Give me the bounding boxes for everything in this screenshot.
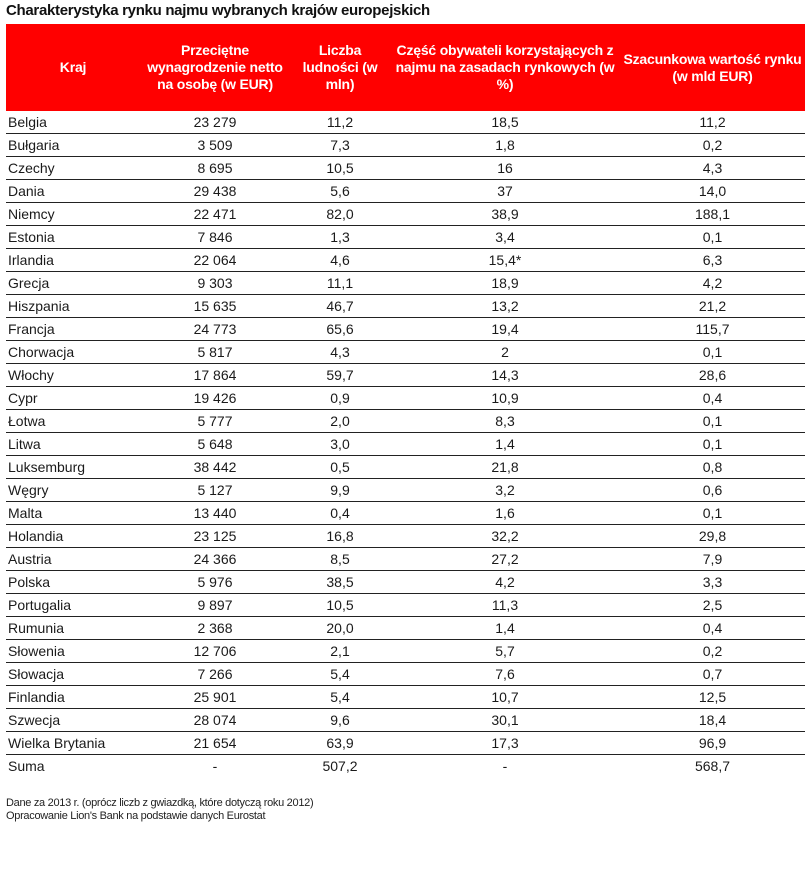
cell-country: Luksemburg bbox=[6, 456, 140, 479]
cell-market-value: 14,0 bbox=[620, 180, 805, 203]
cell-country: Austria bbox=[6, 548, 140, 571]
cell-population: 10,5 bbox=[290, 157, 390, 180]
cell-population: 0,4 bbox=[290, 502, 390, 525]
cell-salary: 7 846 bbox=[140, 226, 290, 249]
cell-market-value: 21,2 bbox=[620, 295, 805, 318]
cell-rental-share: 18,9 bbox=[390, 272, 620, 295]
cell-population: 59,7 bbox=[290, 364, 390, 387]
cell-population: 1,3 bbox=[290, 226, 390, 249]
cell-salary: 2 368 bbox=[140, 617, 290, 640]
cell-rental-share: 10,9 bbox=[390, 387, 620, 410]
cell-market-value: 0,4 bbox=[620, 617, 805, 640]
cell-rental-share: 1,8 bbox=[390, 134, 620, 157]
cell-country: Suma bbox=[8, 758, 45, 774]
cell-market-value: 96,9 bbox=[620, 732, 805, 755]
cell-market-value: 4,3 bbox=[620, 157, 805, 180]
cell-rental-share: 5,7 bbox=[390, 640, 620, 663]
cell-rental-share: 27,2 bbox=[390, 548, 620, 571]
cell-market-value: 0,1 bbox=[620, 502, 805, 525]
cell-market-value: 2,5 bbox=[620, 594, 805, 617]
cell-salary: 5 817 bbox=[140, 341, 290, 364]
cell-market-value: 0,2 bbox=[620, 134, 805, 157]
cell-rental-share: 8,3 bbox=[390, 410, 620, 433]
cell-country: Polska bbox=[6, 571, 140, 594]
table-row bbox=[6, 111, 805, 134]
cell-rental-share: 15,4* bbox=[390, 249, 620, 272]
cell-country: Włochy bbox=[6, 364, 140, 387]
cell-country: Szwecja bbox=[6, 709, 140, 732]
cell-population: 8,5 bbox=[290, 548, 390, 571]
table-body bbox=[6, 111, 805, 777]
cell-country: Dania bbox=[6, 180, 140, 203]
cell-rental-share: 14,3 bbox=[390, 364, 620, 387]
table-row bbox=[6, 364, 805, 387]
rental-market-table bbox=[6, 24, 805, 777]
table-row bbox=[6, 134, 805, 157]
cell-rental-share: 3,4 bbox=[390, 226, 620, 249]
table-row bbox=[6, 617, 805, 640]
cell-salary: 9 303 bbox=[140, 272, 290, 295]
table-row bbox=[6, 318, 805, 341]
cell-rental-share: 1,4 bbox=[390, 617, 620, 640]
cell-salary: 3 509 bbox=[140, 134, 290, 157]
cell-population: 4,3 bbox=[290, 341, 390, 364]
table-row bbox=[6, 594, 805, 617]
table-row bbox=[6, 686, 805, 709]
cell-market-value: 0,6 bbox=[620, 479, 805, 502]
table-row bbox=[6, 249, 805, 272]
cell-population: 11,1 bbox=[290, 272, 390, 295]
table-row bbox=[6, 387, 805, 410]
cell-population: 7,3 bbox=[290, 134, 390, 157]
cell-salary: 19 426 bbox=[140, 387, 290, 410]
cell-market-value: 0,1 bbox=[620, 226, 805, 249]
table-row bbox=[6, 180, 805, 203]
cell-salary: 5 777 bbox=[140, 410, 290, 433]
cell-population: 3,0 bbox=[290, 433, 390, 456]
table-row bbox=[6, 341, 805, 364]
cell-salary: 21 654 bbox=[140, 732, 290, 755]
header-salary: Przeciętne wynagrodzenie netto na osobę (w EUR) bbox=[140, 24, 290, 111]
table-row bbox=[6, 226, 805, 249]
cell-salary: 22 471 bbox=[140, 203, 290, 226]
table-row bbox=[6, 272, 805, 295]
cell-rental-share: 1,4 bbox=[390, 433, 620, 456]
cell-salary: 13 440 bbox=[140, 502, 290, 525]
cell-country: Hiszpania bbox=[6, 295, 140, 318]
cell-population: 82,0 bbox=[290, 203, 390, 226]
cell-population: 46,7 bbox=[290, 295, 390, 318]
cell-rental-share: 32,2 bbox=[390, 525, 620, 548]
table-row bbox=[6, 732, 805, 755]
cell-rental-share: 30,1 bbox=[390, 709, 620, 732]
cell-country: Rumunia bbox=[6, 617, 140, 640]
cell-salary: 24 366 bbox=[140, 548, 290, 571]
sum-row bbox=[6, 755, 805, 778]
cell-salary: 38 442 bbox=[140, 456, 290, 479]
cell-salary: 28 074 bbox=[140, 709, 290, 732]
cell-country: Estonia bbox=[6, 226, 140, 249]
cell-rental-share: 13,2 bbox=[390, 295, 620, 318]
cell-salary: 15 635 bbox=[140, 295, 290, 318]
cell-salary: 9 897 bbox=[140, 594, 290, 617]
cell-population: 0,5 bbox=[290, 456, 390, 479]
cell-salary: 7 266 bbox=[140, 663, 290, 686]
cell-market-value: 29,8 bbox=[620, 525, 805, 548]
cell-rental-share: 18,5 bbox=[390, 111, 620, 134]
table-row bbox=[6, 548, 805, 571]
cell-population: 5,6 bbox=[290, 180, 390, 203]
cell-country: Belgia bbox=[6, 111, 140, 134]
table-header bbox=[6, 24, 805, 111]
cell-market-value: 3,3 bbox=[620, 571, 805, 594]
cell-population: 9,9 bbox=[290, 479, 390, 502]
cell-population: 2,1 bbox=[290, 640, 390, 663]
cell-country: Holandia bbox=[6, 525, 140, 548]
header-row bbox=[6, 24, 805, 111]
cell-salary: 29 438 bbox=[140, 180, 290, 203]
cell-salary: 8 695 bbox=[140, 157, 290, 180]
cell-country: Malta bbox=[6, 502, 140, 525]
cell-country: Francja bbox=[6, 318, 140, 341]
cell-market-value: 4,2 bbox=[620, 272, 805, 295]
table-row bbox=[6, 571, 805, 594]
cell-country: Wielka Brytania bbox=[6, 732, 140, 755]
footnote-data-year: Dane za 2013 r. (oprócz liczb z gwiazdką, które dotyczą roku 2012) bbox=[6, 797, 314, 809]
cell-market-value: 0,1 bbox=[620, 341, 805, 364]
footnotes bbox=[6, 797, 313, 823]
header-country: Kraj bbox=[6, 24, 140, 111]
cell-rental-share: 4,2 bbox=[390, 571, 620, 594]
cell-market-value: 188,1 bbox=[620, 203, 805, 226]
table-row bbox=[6, 525, 805, 548]
table-row bbox=[6, 479, 805, 502]
cell-population: 20,0 bbox=[290, 617, 390, 640]
cell-market-value: 115,7 bbox=[620, 318, 805, 341]
cell-market-value: 0,2 bbox=[620, 640, 805, 663]
cell-market-value: 0,1 bbox=[620, 433, 805, 456]
cell-rental-share: 11,3 bbox=[390, 594, 620, 617]
cell-country: Słowenia bbox=[6, 640, 140, 663]
table-row bbox=[6, 456, 805, 479]
cell-country: Niemcy bbox=[6, 203, 140, 226]
cell-population: 11,2 bbox=[290, 111, 390, 134]
cell-country: Łotwa bbox=[6, 410, 140, 433]
cell-market-value: 7,9 bbox=[620, 548, 805, 571]
cell-market-value: 18,4 bbox=[620, 709, 805, 732]
cell-salary: 24 773 bbox=[140, 318, 290, 341]
cell-salary: 25 901 bbox=[140, 686, 290, 709]
table-row bbox=[6, 433, 805, 456]
cell-salary: 12 706 bbox=[140, 640, 290, 663]
cell-population: 507,2 bbox=[322, 758, 358, 774]
cell-rental-share: 7,6 bbox=[390, 663, 620, 686]
cell-country: Chorwacja bbox=[6, 341, 140, 364]
cell-population: 65,6 bbox=[290, 318, 390, 341]
cell-market-value: 0,4 bbox=[620, 387, 805, 410]
cell-population: 10,5 bbox=[290, 594, 390, 617]
table-row bbox=[6, 295, 805, 318]
cell-rental-share: 1,6 bbox=[390, 502, 620, 525]
cell-market-value: 0,1 bbox=[620, 410, 805, 433]
cell-salary: 17 864 bbox=[140, 364, 290, 387]
table-row bbox=[6, 663, 805, 686]
cell-salary: 23 279 bbox=[140, 111, 290, 134]
table-row bbox=[6, 157, 805, 180]
header-market-value: Szacunkowa wartość rynku (w mld EUR) bbox=[620, 24, 805, 111]
cell-country: Węgry bbox=[6, 479, 140, 502]
cell-country: Litwa bbox=[6, 433, 140, 456]
cell-rental-share: 17,3 bbox=[390, 732, 620, 755]
header-rental-share: Część obywateli korzystających z najmu na zasadach rynkowych (w %) bbox=[390, 24, 620, 111]
cell-population: 63,9 bbox=[290, 732, 390, 755]
cell-country: Finlandia bbox=[6, 686, 140, 709]
cell-salary: - bbox=[212, 758, 218, 774]
table-row bbox=[6, 410, 805, 433]
cell-market-value: 12,5 bbox=[620, 686, 805, 709]
cell-rental-share: 16 bbox=[390, 157, 620, 180]
cell-population: 0,9 bbox=[290, 387, 390, 410]
cell-salary: 5 648 bbox=[140, 433, 290, 456]
cell-population: 5,4 bbox=[290, 686, 390, 709]
cell-country: Czechy bbox=[6, 157, 140, 180]
table-row bbox=[6, 640, 805, 663]
cell-population: 16,8 bbox=[290, 525, 390, 548]
cell-country: Cypr bbox=[6, 387, 140, 410]
footnote-source: Opracowanie Lion's Bank na podstawie danych Eurostat bbox=[6, 810, 266, 822]
cell-salary: 5 976 bbox=[140, 571, 290, 594]
cell-market-value: 6,3 bbox=[620, 249, 805, 272]
cell-market-value: 0,8 bbox=[620, 456, 805, 479]
cell-market-value: 568,7 bbox=[694, 758, 731, 774]
cell-rental-share: 2 bbox=[390, 341, 620, 364]
cell-rental-share: 21,8 bbox=[390, 456, 620, 479]
cell-market-value: 0,7 bbox=[620, 663, 805, 686]
cell-rental-share: 19,4 bbox=[390, 318, 620, 341]
cell-country: Portugalia bbox=[6, 594, 140, 617]
cell-population: 38,5 bbox=[290, 571, 390, 594]
cell-market-value: 11,2 bbox=[620, 111, 805, 134]
cell-country: Irlandia bbox=[6, 249, 140, 272]
header-population: Liczba ludności (w mln) bbox=[290, 24, 390, 111]
table-title: Charakterystyka rynku najmu wybranych krajów europejskich bbox=[6, 2, 430, 19]
cell-salary: 23 125 bbox=[140, 525, 290, 548]
cell-population: 5,4 bbox=[290, 663, 390, 686]
cell-rental-share: 3,2 bbox=[390, 479, 620, 502]
table-row bbox=[6, 203, 805, 226]
cell-rental-share: 38,9 bbox=[390, 203, 620, 226]
cell-rental-share: 10,7 bbox=[390, 686, 620, 709]
cell-salary: 22 064 bbox=[140, 249, 290, 272]
cell-rental-share: 37 bbox=[390, 180, 620, 203]
cell-country: Słowacja bbox=[6, 663, 140, 686]
cell-country: Grecja bbox=[6, 272, 140, 295]
table-row bbox=[6, 502, 805, 525]
cell-market-value: 28,6 bbox=[620, 364, 805, 387]
table-row bbox=[6, 709, 805, 732]
cell-salary: 5 127 bbox=[140, 479, 290, 502]
cell-country: Bułgaria bbox=[6, 134, 140, 157]
cell-population: 9,6 bbox=[290, 709, 390, 732]
cell-population: 4,6 bbox=[290, 249, 390, 272]
cell-rental-share: - bbox=[502, 758, 508, 774]
cell-population: 2,0 bbox=[290, 410, 390, 433]
